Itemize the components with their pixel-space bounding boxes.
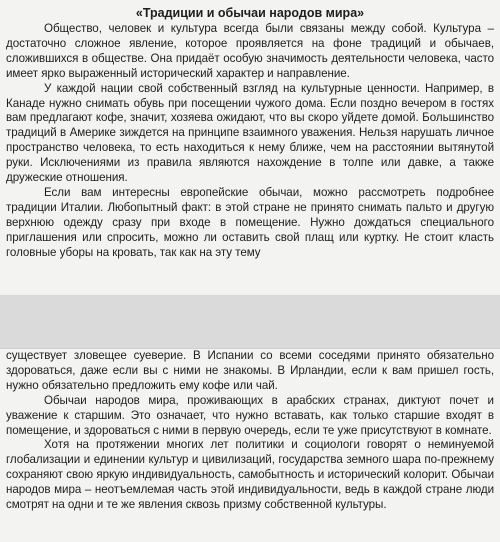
paragraph-1: Общество, человек и культура всегда были связаны между собой. Культура – достаточно сложное явление, которое проявляется на фоне традиций и обычаев, сложившихся в обществе. Она придаёт особую значимость деятельности человека, часто имеет ярко выраженный исторический характер и направление. [6,22,494,80]
document-page-2 [0,348,500,542]
paragraph-5: Хотя на протяжении многих лет политики и социологи говорят о неминуемой глобализации и единении культур и цивилизаций, государства земного шара по-прежнему сохраняют свою яркую индивидуальность, самобытность и исторический колорит. Обычаи народов мира – неотъемлемая часть этой индивидуальности, ведь в каждой стране люди смотрят на одни и те же явления сквозь призму собственной культуры. [6,438,494,512]
paragraph-4: Обычаи народов мира, проживающих в арабских странах, диктуют почет и уважение к старшим. Это означает, что нужно вставать, как только старшие входят в помещение, и здороваться с ними в первую очередь, если те уже присутствуют в комнате. [6,393,494,437]
document-title: «Традиции и обычаи народов мира» [135,6,365,20]
paragraph-3: Если вам интересны европейские обычаи, можно рассмотреть подробнее традиции Италии. Любопытный факт: в этой стране не принято снимать пальто и другую верхнюю одежду сразу при входе в помещение. Нужно дождаться специального приглашения или спросить, можно ли оставить свой плащ или куртку. Не стоит класть головные уборы на кровать, так как на эту тему [6,185,494,259]
paragraph-2: У каждой нации свой собственный взгляд на культурные ценности. Например, в Канаде нужно снимать обувь при посещении чужого дома. Если поздно вечером в гостях вам предлагают кофе, значит, хозяева ожидают, что вы скоро уйдете домой. Большинство традиций в Америке зиждется на принципе взаимного уважения. Нельзя нарушать личное пространство человека, то есть находиться к нему ближе, чем на расстоянии вытянутой руки. Исключениями из правила являются нахождение в толпе или давке, а также дружеские отношения. [6,81,494,185]
page-gap [0,296,500,348]
paragraph-continuation: существует зловещее суеверие. В Испании со всеми соседями принято обязательно здороваться, даже если вы с ними не знакомы. В Ирландии, если к вам пришел гость, нужно обязательно предложить ему кофе или чай. [6,349,494,392]
